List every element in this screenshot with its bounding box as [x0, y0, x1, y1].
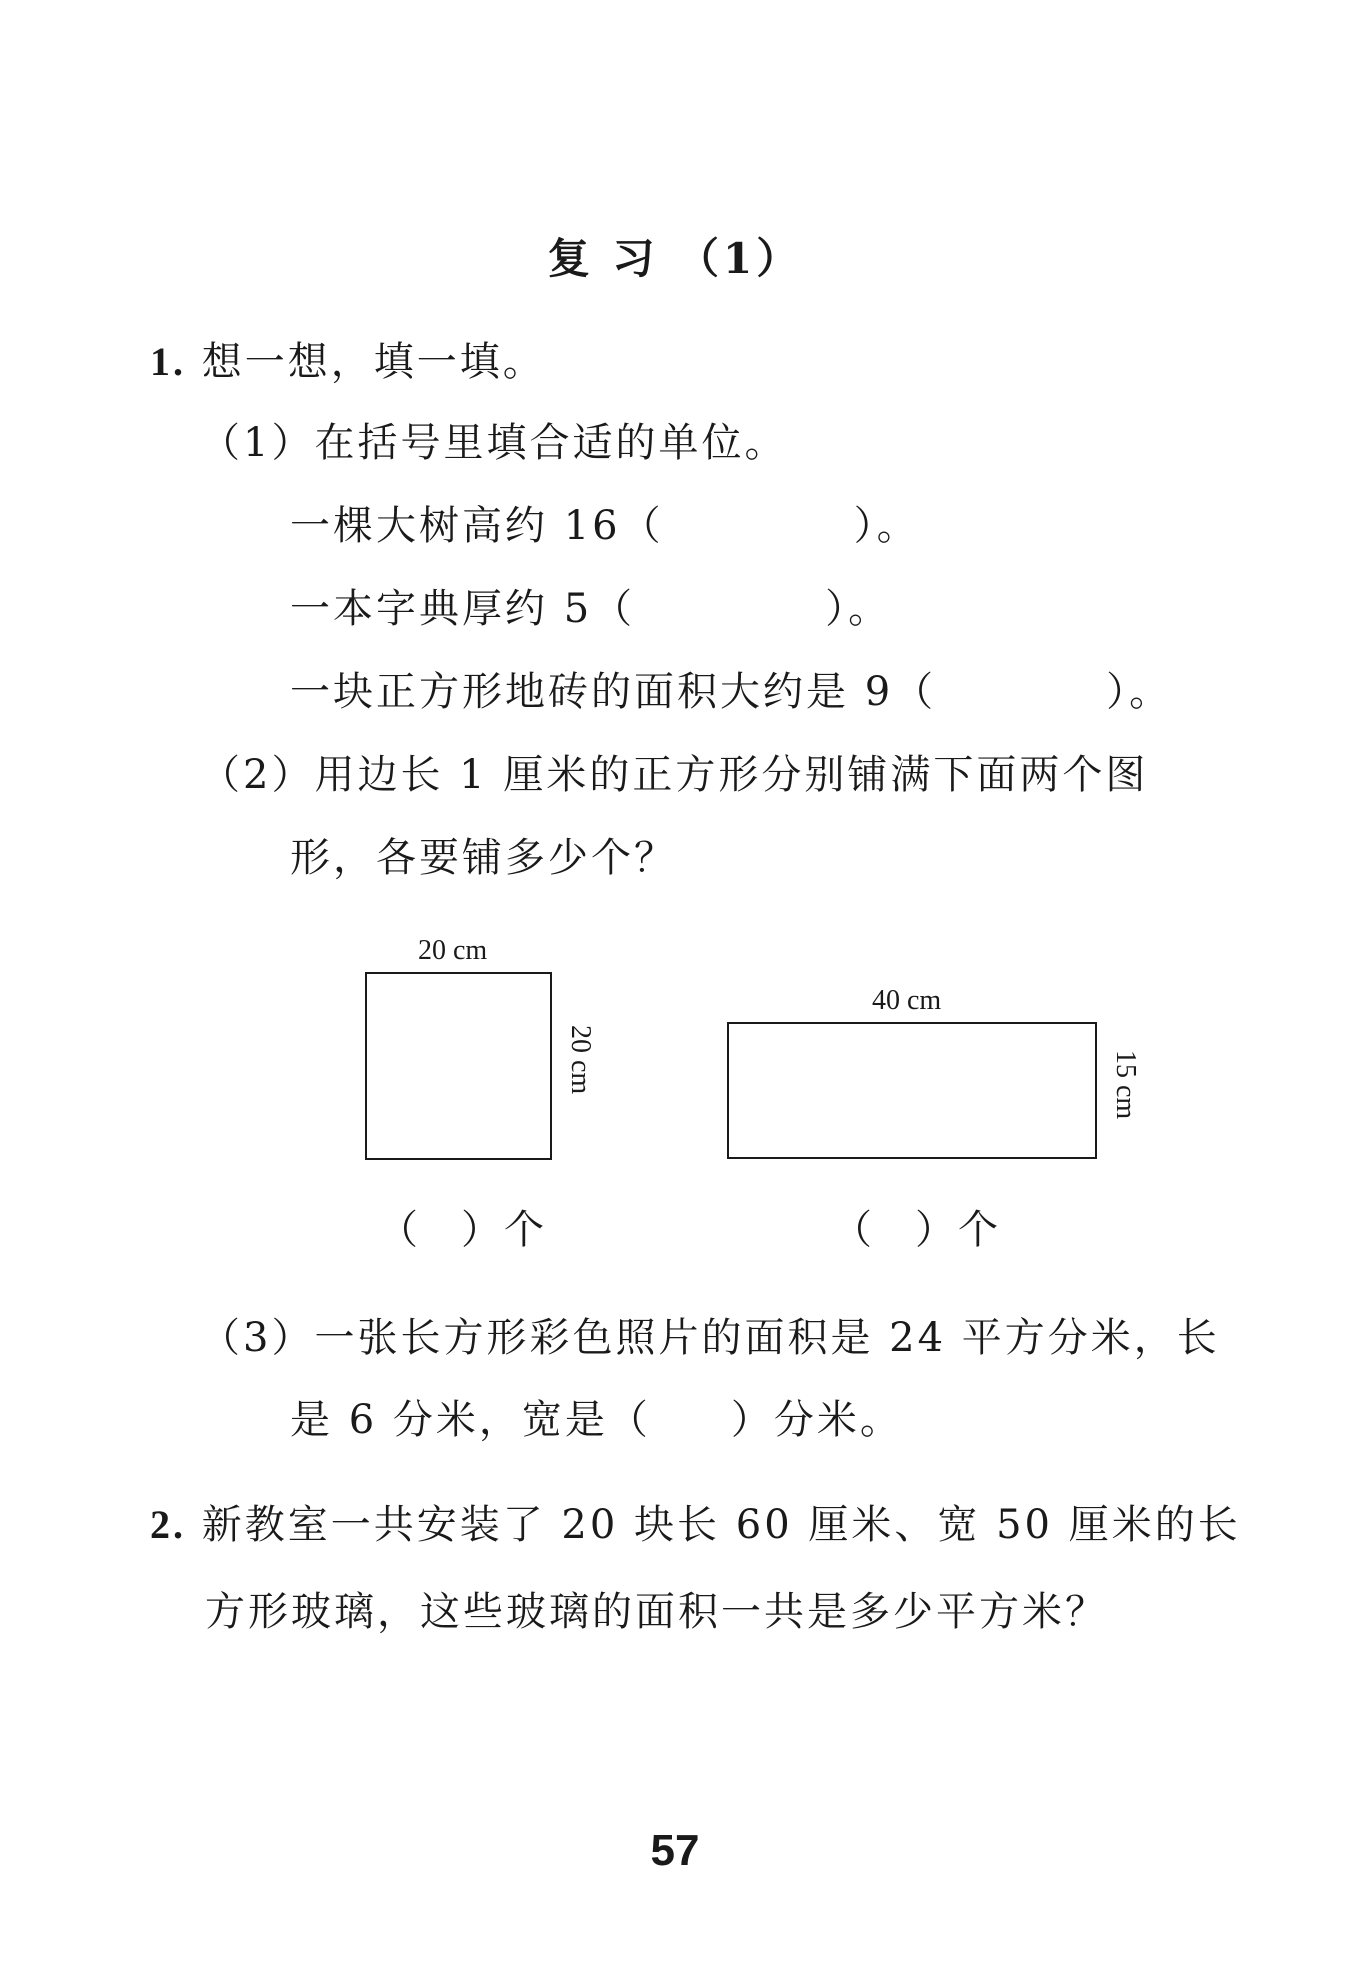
part-3-text-1: 一张长方形彩色照片的面积是 24 平方分米，长 [314, 1315, 1220, 1361]
square-height-label: 20 cm [565, 1025, 596, 1095]
square-answer [378, 1207, 547, 1253]
fill-item-3 [290, 669, 1173, 715]
fill-item-1 [290, 503, 920, 549]
fill-item-2 [290, 586, 892, 632]
rect-answer-close: ）个 [915, 1207, 1001, 1253]
part-2-line-2: 形，各要铺多少个？ [290, 835, 677, 881]
part-2-text-1: 用边长 1 厘米的正方形分别铺满下面两个图 [314, 752, 1149, 798]
rect-width-label: 40 cm [872, 985, 942, 1016]
square-figure [365, 972, 552, 1160]
question-1-number: 1. [150, 339, 186, 384]
question-1 [150, 339, 546, 385]
part-3-label: （3） [200, 1315, 315, 1361]
rect-height-label: 15 cm [1110, 1050, 1141, 1120]
question-2-number: 2. [150, 1502, 186, 1547]
part-1-text: 在括号里填合适的单位。 [314, 420, 788, 466]
rect-answer [832, 1207, 1001, 1253]
part-3-line-2 [290, 1397, 903, 1443]
fill-item-2-suffix: ）。 [825, 586, 892, 632]
fill-item-3-suffix: ）。 [1106, 669, 1173, 715]
fill-item-1-prefix: 一棵大树高约 16（ [290, 503, 664, 549]
fill-item-2-prefix: 一本字典厚约 5（ [290, 586, 636, 632]
part-2-line-1 [200, 752, 1149, 798]
page-number: 57 [650, 1826, 700, 1875]
rect-figure [727, 1022, 1097, 1159]
square-answer-close: ）个 [461, 1207, 547, 1253]
square-answer-open: （ [378, 1207, 421, 1253]
fill-item-1-suffix: ）。 [853, 503, 920, 549]
rect-answer-open: （ [832, 1207, 875, 1253]
part-3-line-1 [200, 1315, 1220, 1361]
question-2-line-1 [150, 1502, 1241, 1548]
part-2-label: （2） [200, 752, 315, 798]
part-1-label: （1） [200, 420, 315, 466]
question-1-text: 想一想，填一填。 [201, 339, 546, 385]
square-width-label: 20 cm [418, 935, 488, 966]
page-title: 复 习 （1） [547, 234, 803, 283]
question-2-line-2: 方形玻璃，这些玻璃的面积一共是多少平方米？ [205, 1589, 1108, 1635]
fill-item-3-prefix: 一块正方形地砖的面积大约是 9（ [290, 669, 937, 715]
part-1-heading [200, 420, 788, 466]
question-2-text-1: 新教室一共安装了 20 块长 60 厘米、宽 50 厘米的长 [201, 1502, 1241, 1548]
part-3-suffix: ）分米。 [730, 1397, 903, 1443]
part-3-prefix: 是 6 分米，宽是（ [290, 1397, 651, 1443]
